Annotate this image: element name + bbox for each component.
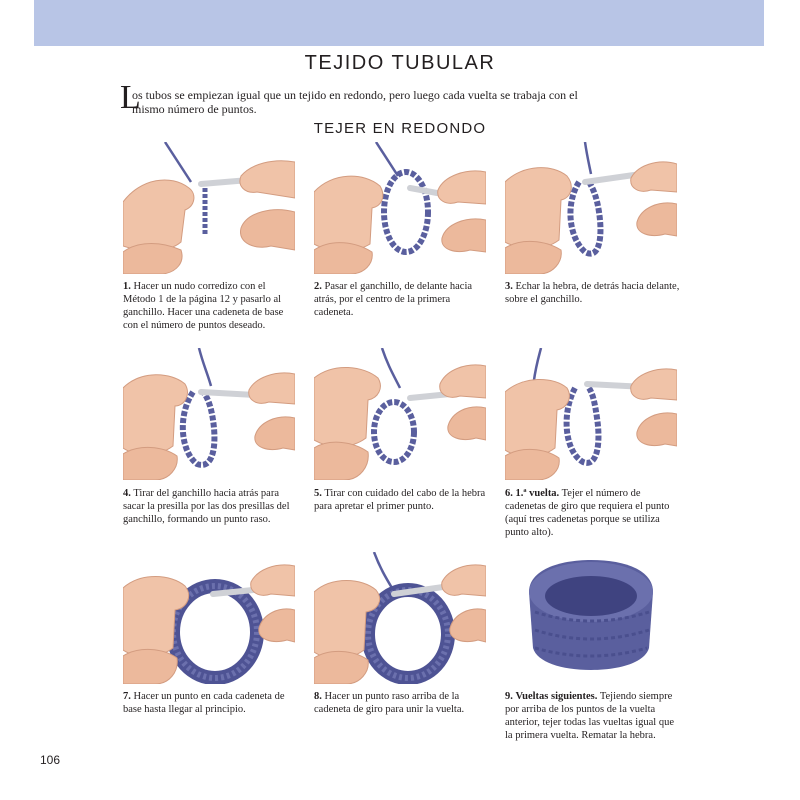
step-1-caption bbox=[123, 280, 298, 332]
step-9-bold: Vueltas siguientes. bbox=[515, 691, 598, 702]
step-5-photo bbox=[314, 348, 486, 480]
step-2-text: Pasar el ganchillo, de delante hacia atrás, por el centro de la primera cadeneta. bbox=[314, 281, 473, 318]
step-4-text: Tirar del ganchillo hacia atrás para sacar la presilla por las dos presillas del ganchillo, formando un punto raso. bbox=[123, 488, 290, 525]
section-title: TEJER EN REDONDO bbox=[313, 120, 487, 137]
step-7-photo bbox=[123, 552, 295, 684]
step-5-text: Tirar con cuidado del cabo de la hebra para apretar el primer punto. bbox=[314, 488, 486, 512]
intro-text: os tubos se empiezan igual que un tejido en redondo, pero luego cada vuelta se trabaja con el mismo número de puntos. bbox=[132, 88, 578, 116]
step-4-number: 4. bbox=[123, 488, 131, 499]
step-7-caption bbox=[123, 690, 298, 716]
page-title: TEJIDO TUBULAR bbox=[304, 52, 496, 74]
step-5-caption bbox=[314, 487, 489, 513]
step-9-text: Tejiendo siempre por arriba de los puntos de la vuelta anterior, tejer todas las vueltas igual que la primera vuelta. Rematar la hebra. bbox=[505, 691, 674, 741]
step-7-number: 7. bbox=[123, 691, 131, 702]
step-8-photo bbox=[314, 552, 486, 684]
step-8-caption bbox=[314, 690, 489, 716]
step-6-photo bbox=[505, 348, 677, 480]
step-3-caption bbox=[505, 280, 680, 306]
header-band bbox=[34, 0, 764, 46]
step-5-number: 5. bbox=[314, 488, 322, 499]
step-2-caption bbox=[314, 280, 489, 319]
step-3-text: Echar la hebra, de detrás hacia delante, sobre el ganchillo. bbox=[505, 281, 680, 305]
step-8-text: Hacer un punto raso arriba de la cadeneta de giro para unir la vuelta. bbox=[314, 691, 465, 715]
step-3-photo bbox=[505, 142, 677, 274]
step-9-number: 9. bbox=[505, 691, 513, 702]
step-1-text: Hacer un nudo corredizo con el Método 1 de la página 12 y pasarlo al ganchillo. Hacer una cadeneta de base con el número de puntos deseado. bbox=[123, 281, 284, 331]
intro-drop-cap: L bbox=[120, 79, 141, 116]
step-4-photo bbox=[123, 348, 295, 480]
step-4-caption bbox=[123, 487, 298, 526]
step-9-caption bbox=[505, 690, 680, 742]
intro-paragraph bbox=[120, 79, 680, 118]
step-6-caption bbox=[505, 487, 680, 539]
step-6-bold: 1.ª vuelta. bbox=[515, 488, 560, 499]
step-9-photo bbox=[505, 552, 677, 684]
step-1-number: 1. bbox=[123, 281, 131, 292]
step-6-number: 6. bbox=[505, 488, 513, 499]
step-7-text: Hacer un punto en cada cadeneta de base hasta llegar al principio. bbox=[123, 691, 285, 715]
step-2-photo bbox=[314, 142, 486, 274]
step-6-text: Tejer el número de cadenetas de giro que requiera el punto (aquí tres cadenetas porque se utiliza punto alto). bbox=[505, 488, 670, 538]
step-8-number: 8. bbox=[314, 691, 322, 702]
page-number: 106 bbox=[40, 753, 61, 767]
step-3-number: 3. bbox=[505, 281, 513, 292]
step-1-photo bbox=[123, 142, 295, 274]
step-2-number: 2. bbox=[314, 281, 322, 292]
